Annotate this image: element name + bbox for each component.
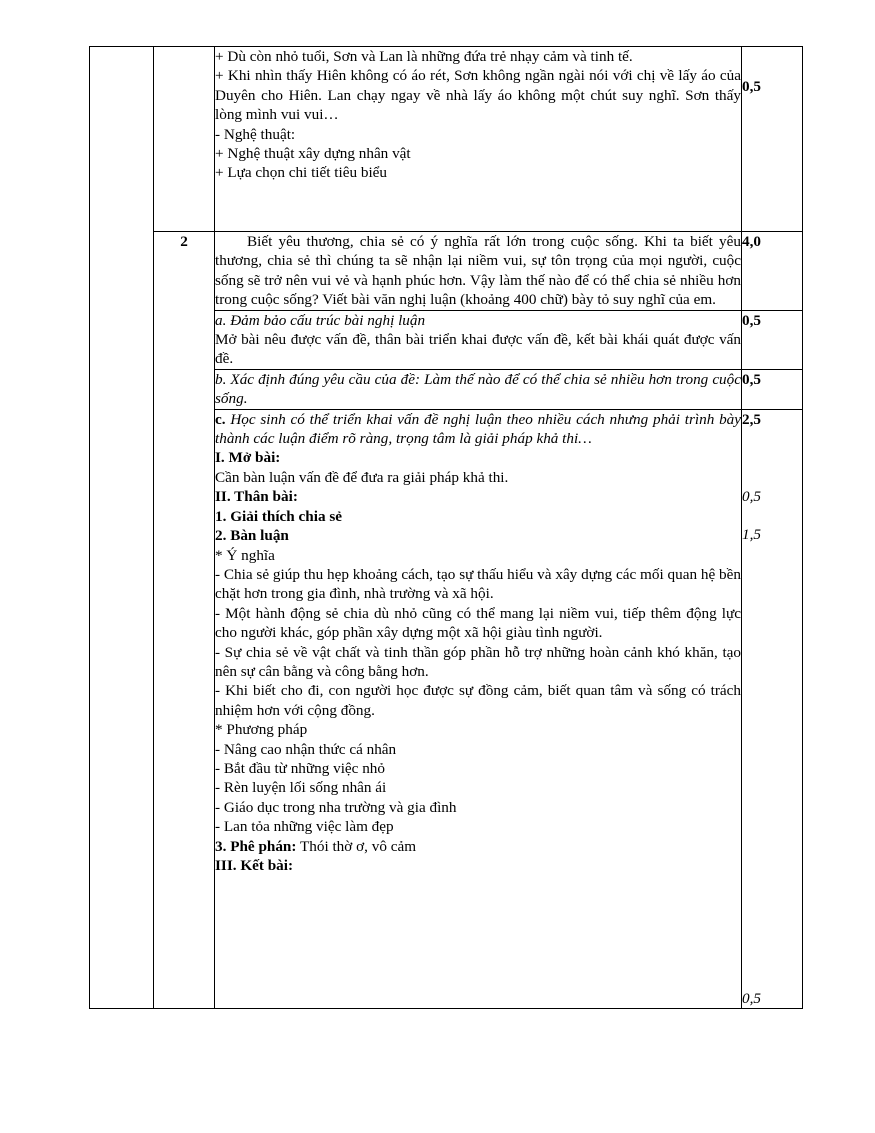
criticism-label: 3. Phê phán: (215, 837, 297, 855)
grading-table (89, 46, 803, 1009)
meaning-item: - Sự chia sẻ về vật chất và tinh thần góp phần hỗ trợ những hoàn cảnh khó khăn, tạo nên sự cân bằng và công bằng hơn. (215, 643, 741, 680)
criticism-text: Thói thờ ơ, vô cảm (296, 837, 417, 855)
prompt-text: Biết yêu thương, chia sẻ có ý nghĩa rất lớn trong cuộc sống. Khi ta biết yêu thương, chia sẻ thì chúng ta sẽ nhận lại niềm vui, sự tôn trọng của mọi người, cuộc sống sẽ trở nên vui vẻ và hạnh phúc hơn. Vậy làm thế nào để có thể chia sẻ nhiều hơn trong cuộc sống? Viết bài văn nghị luận (khoảng 400 chữ) bày tỏ suy nghĩ của em. (215, 233, 741, 309)
score-cell (742, 409, 803, 1009)
score-value: 0,5 (742, 370, 761, 388)
method-heading: * Phương pháp (215, 721, 308, 739)
method-item: - Bắt đầu từ những việc nhỏ (215, 759, 385, 777)
answer-line: + Khi nhìn thấy Hiên không có áo rét, Sơn không ngần ngài nói với chị về lấy áo của Duyên cho Hiên. Lan chạy ngay về nhà lấy áo không một chút suy nghĩ. Sơn thấy lòng mình vui vui… (215, 67, 741, 124)
question-number (154, 47, 215, 232)
question-number: 2 (154, 232, 215, 1009)
criterion-c-text: Học sinh có thể triển khai vấn đề nghị luận theo nhiều cách nhưng phải trình bày thành các luận điểm rõ ràng, trọng tâm là giải pháp khả thi… (215, 410, 741, 448)
score-cell (742, 310, 803, 369)
discuss-heading: 2. Bàn luận (215, 527, 289, 545)
criterion-a-title: a. Đảm bảo cấu trúc bài nghị luận (215, 311, 426, 329)
method-item: - Rèn luyện lối sống nhân ái (215, 779, 387, 797)
meaning-item: - Khi biết cho đi, con người học được sự đồng cảm, biết quan tâm và sống có trách nhiệm hơn với cộng đồng. (215, 682, 741, 719)
answer-line: + Dù còn nhỏ tuổi, Sơn và Lan là những đứa trẻ nhạy cảm và tinh tế. (215, 48, 633, 65)
answer-line: - Nghệ thuật: (215, 125, 296, 143)
criterion-a-text: Mở bài nêu được vấn đề, thân bài triển khai được vấn đề, kết bài khái quát được vấn đề. (215, 331, 741, 368)
answer-line: + Lựa chọn chi tiết tiêu biểu (215, 164, 387, 182)
part-cell (90, 47, 154, 1009)
answer-line: + Nghệ thuật xây dựng nhân vật (215, 145, 411, 163)
meaning-item: - Chia sẻ giúp thu hẹp khoảng cách, tạo sự thấu hiểu và xây dựng các mối quan hệ bền chặt hơn trong gia đình, nhà trường và xã hội. (215, 565, 741, 603)
answer-content (215, 47, 742, 232)
criterion-b-label: b. Xác định đúng yêu cầu của đề (215, 370, 415, 388)
criterion-a (215, 310, 742, 369)
score-cell (742, 369, 803, 409)
meaning-item: - Một hành động sẻ chia dù nhỏ cũng có thể mang lại niềm vui, tiếp thêm động lực cho người khác, góp phần xây dựng một xã hội giàu tình người. (215, 604, 741, 642)
conclusion-score: 0,5 (742, 989, 761, 1007)
criterion-b (215, 369, 742, 409)
criterion-c-label: c. (215, 410, 226, 428)
score-value: 0,5 (742, 78, 761, 95)
meaning-heading: * Ý nghĩa (215, 546, 275, 564)
table-row (90, 47, 803, 232)
conclusion-heading: III. Kết bài: (215, 857, 294, 874)
score-value: 2,5 (742, 410, 761, 428)
criterion-c (215, 409, 742, 1009)
method-item: - Nâng cao nhận thức cá nhân (215, 740, 397, 758)
body-heading: II. Thân bài: (215, 488, 298, 506)
table-row (90, 232, 803, 311)
explain-heading: 1. Giải thích chia sẻ (215, 507, 342, 525)
method-item: - Giáo dục trong nha trường và gia đình (215, 798, 457, 816)
intro-text: Cần bàn luận vấn đề để đưa ra giải pháp khả thi. (215, 468, 509, 486)
score-value: 4,0 (742, 233, 761, 250)
body-score: 1,5 (742, 526, 761, 544)
question-prompt (215, 232, 742, 311)
intro-heading: I. Mở bài: (215, 449, 281, 467)
method-item: - Lan tỏa những việc làm đẹp (215, 818, 394, 836)
score-value: 0,5 (742, 311, 761, 329)
score-cell (742, 232, 803, 311)
score-cell (742, 47, 803, 232)
criterion-b-text: : Làm thế nào để có thể chia sẻ nhiều hơn trong cuộc sống. (215, 370, 741, 408)
intro-score: 0,5 (742, 488, 761, 506)
